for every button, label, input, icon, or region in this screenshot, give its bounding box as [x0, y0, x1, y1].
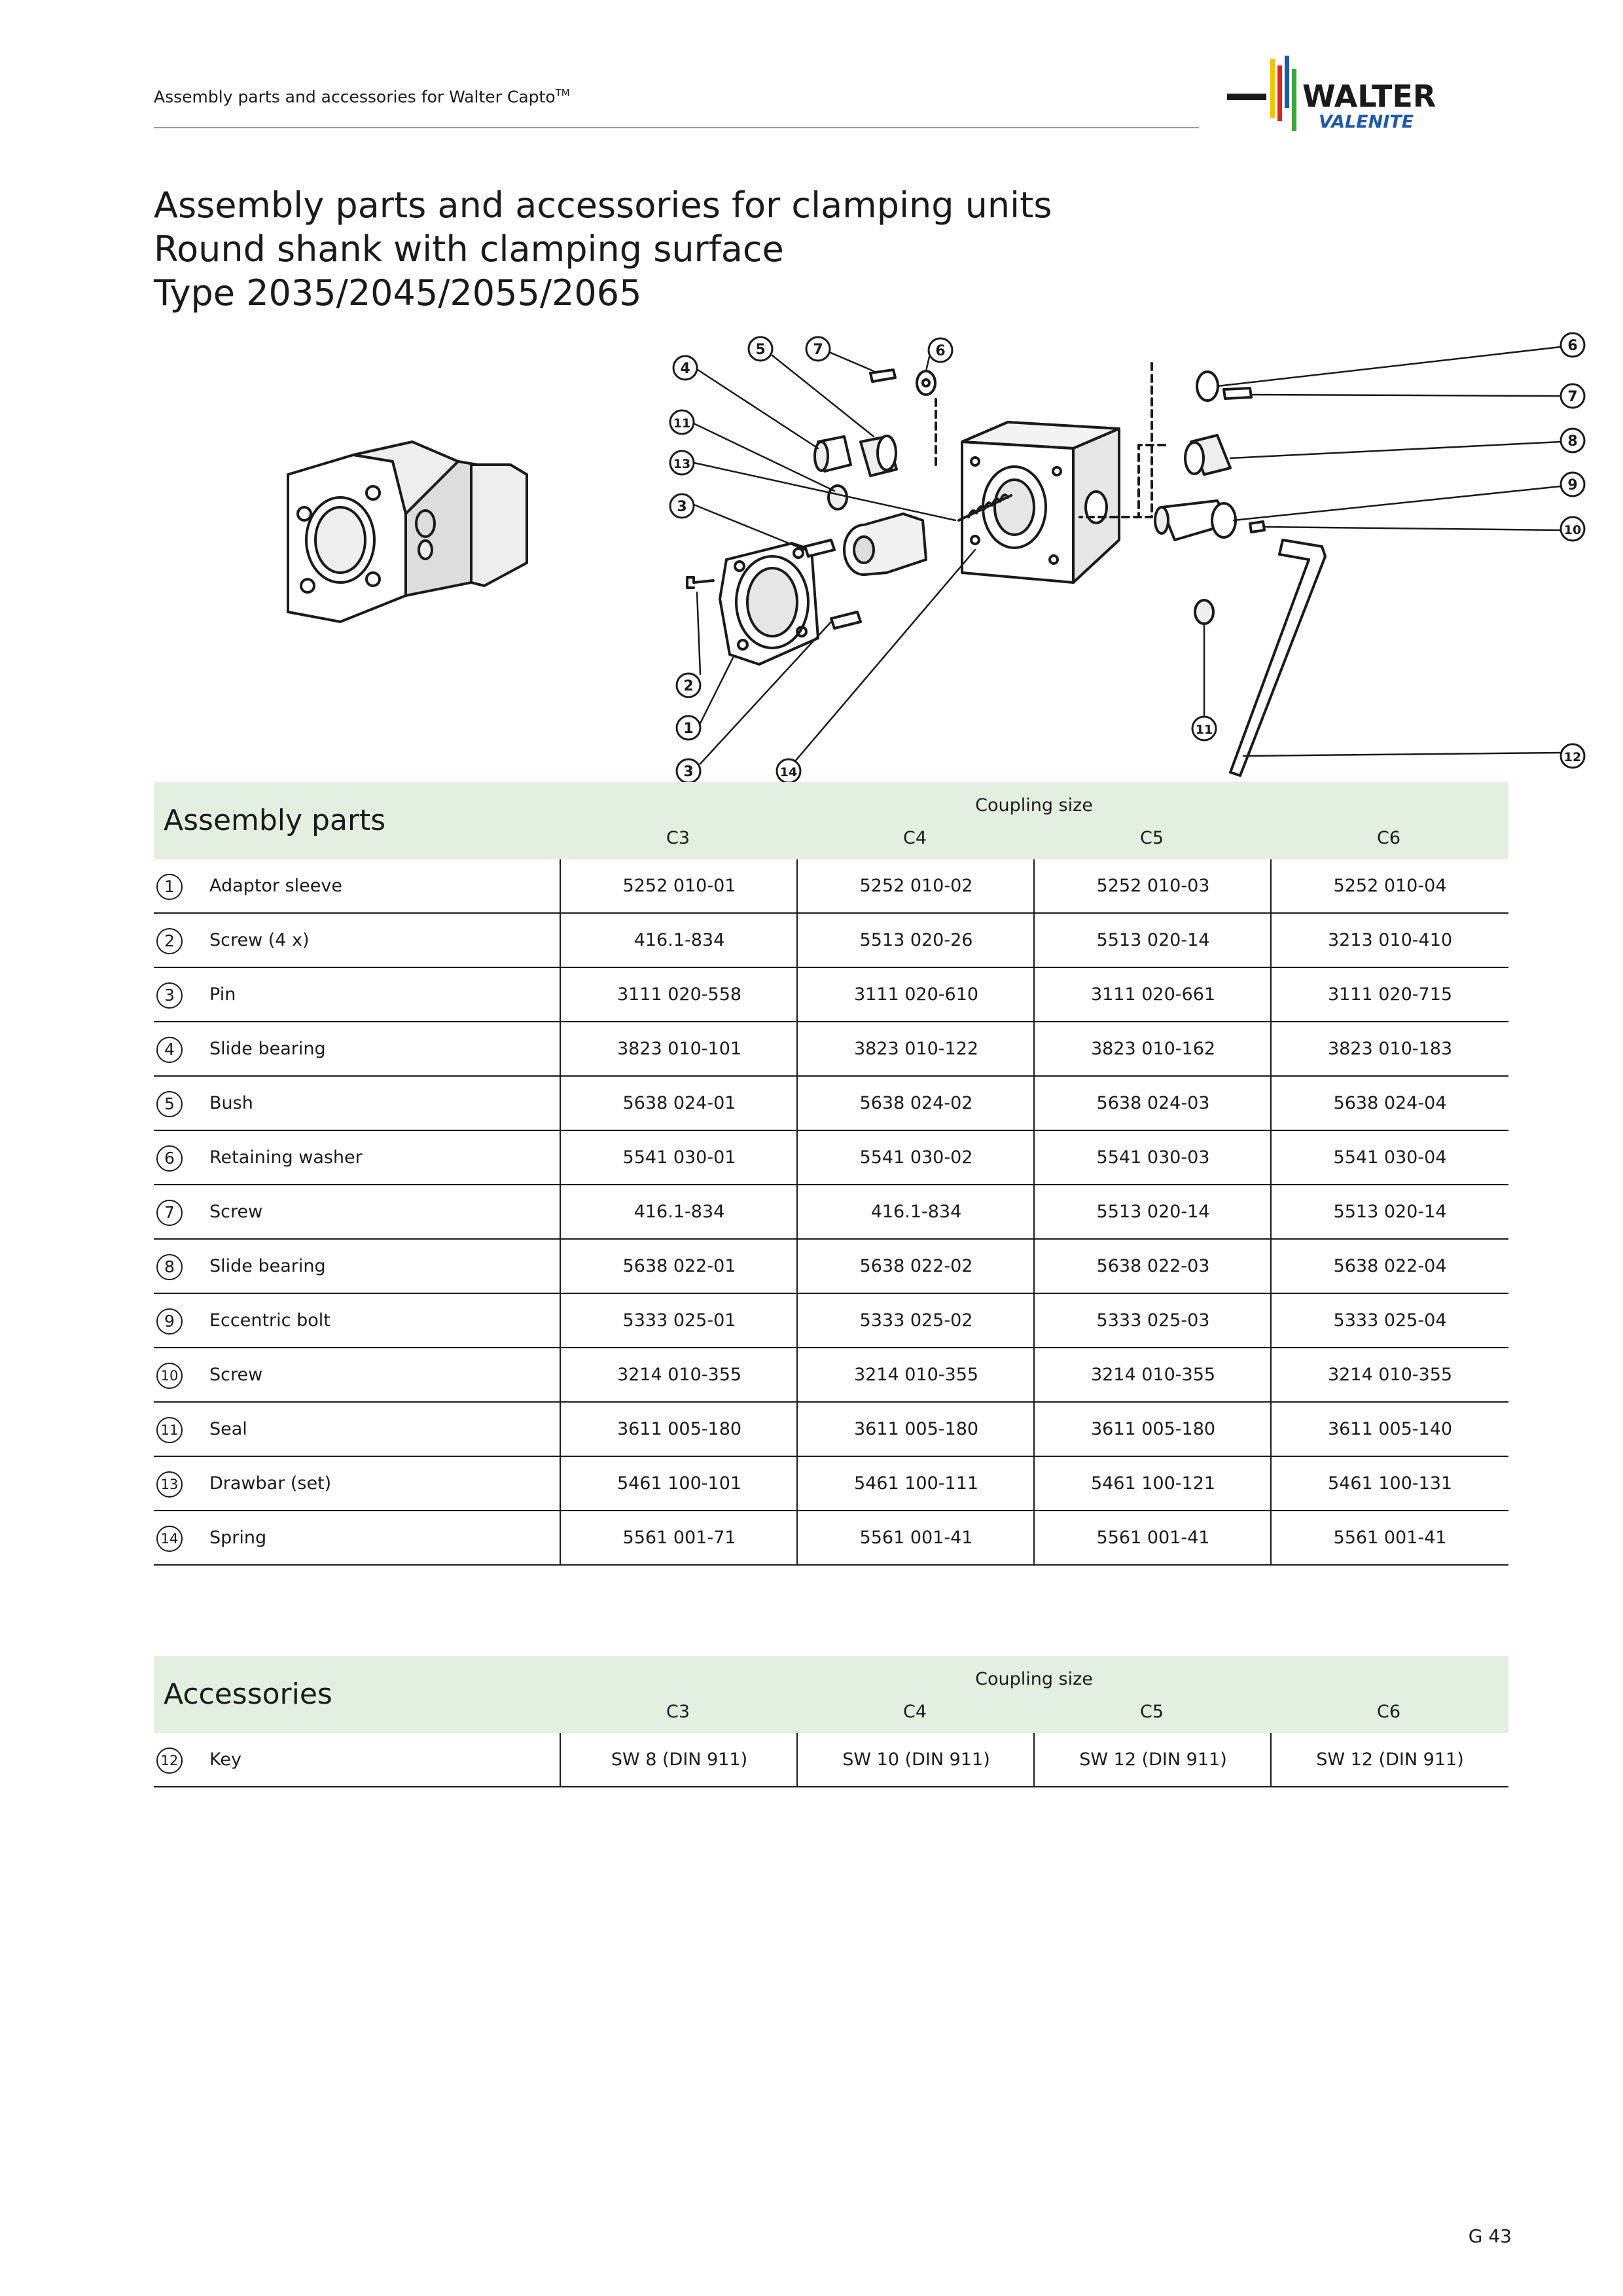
part-description: Slide bearing	[209, 1039, 326, 1059]
part-number-cell: 5333 025-02	[796, 1294, 1035, 1347]
callout-5	[749, 337, 772, 361]
callout-12	[1561, 744, 1584, 768]
part-number-cell: 416.1-834	[560, 1185, 798, 1238]
part-number-cell: 3611 005-180	[796, 1403, 1035, 1456]
svg-text:2: 2	[683, 678, 694, 694]
part-number-cell: 3823 010-162	[1033, 1022, 1272, 1075]
svg-text:14: 14	[779, 765, 798, 780]
part-number-cell: 3611 005-180	[1033, 1403, 1272, 1456]
part-number-cell: 5333 025-01	[560, 1294, 798, 1347]
item-number-badge: 3	[156, 982, 183, 1009]
col-header-c5: C5	[1139, 828, 1164, 848]
assembly-table-heading: Assembly parts	[164, 804, 386, 837]
coupling-size-label: Coupling size	[975, 795, 1093, 816]
part-number-cell: 3111 020-558	[560, 968, 798, 1021]
table-row	[154, 968, 1508, 1022]
part-number-cell: SW 10 (DIN 911)	[796, 1733, 1035, 1786]
part-description: Spring	[209, 1528, 267, 1548]
part-number-cell: 5461 100-111	[796, 1457, 1035, 1510]
part-number-cell: 3214 010-355	[560, 1348, 798, 1401]
svg-text:WALTER: WALTER	[1302, 79, 1436, 114]
item-number-badge: 2	[156, 928, 183, 954]
callout-leader-lines	[694, 347, 1561, 764]
table-row	[154, 1511, 1508, 1566]
part-number-cell: 3611 005-180	[560, 1403, 798, 1456]
part-number-cell: 5541 030-03	[1033, 1131, 1272, 1184]
part-number-cell: 5252 010-03	[1033, 859, 1272, 912]
part-number-cell: 5461 100-101	[560, 1457, 798, 1510]
svg-text:12: 12	[1563, 750, 1582, 764]
svg-text:7: 7	[813, 342, 823, 358]
part-number-cell: 3214 010-355	[1033, 1348, 1272, 1401]
page-number: G 43	[1468, 2225, 1512, 2247]
callout-7	[806, 337, 830, 361]
svg-text:6: 6	[1567, 338, 1578, 354]
svg-text:9: 9	[1567, 477, 1578, 493]
part-number-cell: SW 12 (DIN 911)	[1270, 1733, 1508, 1786]
callout-11	[670, 410, 694, 434]
accessories-table	[154, 1656, 1508, 1787]
item-number-badge: 1	[156, 874, 183, 900]
item-number-badge: 11	[156, 1417, 183, 1443]
svg-text:8: 8	[1567, 433, 1578, 450]
table-row	[154, 1185, 1508, 1240]
part-number-cell: 5461 100-121	[1033, 1457, 1272, 1510]
svg-text:5: 5	[755, 342, 766, 358]
part-description: Slide bearing	[209, 1256, 326, 1276]
table-row	[154, 1457, 1508, 1511]
svg-text:11: 11	[673, 416, 691, 431]
item-number-badge: 7	[156, 1200, 183, 1226]
part-number-cell: 5513 020-14	[1033, 914, 1272, 967]
svg-text:7: 7	[1567, 389, 1578, 405]
table-row	[154, 1348, 1508, 1403]
callout-14	[777, 759, 800, 783]
part-description: Retaining washer	[209, 1147, 363, 1168]
part-number-cell: 5638 024-02	[796, 1077, 1035, 1130]
part-description: Drawbar (set)	[209, 1473, 332, 1494]
col-header-c5: C5	[1139, 1702, 1164, 1722]
callout-4	[673, 356, 697, 380]
col-header-c4: C4	[902, 828, 927, 848]
svg-text:3: 3	[677, 499, 687, 515]
part-number-cell: 5638 024-04	[1270, 1077, 1508, 1130]
item-number-badge: 10	[156, 1363, 183, 1389]
table-row	[154, 914, 1508, 968]
part-number-cell: 5513 020-14	[1033, 1185, 1272, 1238]
callout-2	[677, 673, 700, 697]
svg-text:3: 3	[683, 764, 694, 780]
coupling-size-label: Coupling size	[975, 1669, 1093, 1689]
part-description: Seal	[209, 1419, 247, 1439]
item-number-badge: 9	[156, 1308, 183, 1335]
item-number-badge: 4	[156, 1037, 183, 1063]
part-number-cell: 5638 022-04	[1270, 1240, 1508, 1293]
callout-11b	[1192, 717, 1216, 740]
part-number-cell: 3214 010-355	[1270, 1348, 1508, 1401]
page-title	[154, 183, 1052, 315]
item-number-badge: 8	[156, 1254, 183, 1280]
callout-3b	[677, 759, 700, 783]
part-number-cell: 3823 010-183	[1270, 1022, 1508, 1075]
col-header-c3: C3	[666, 1702, 690, 1722]
callout-6b	[1561, 333, 1584, 357]
col-header-c6: C6	[1376, 1702, 1401, 1722]
table-row	[154, 859, 1508, 914]
header-rule	[154, 127, 1199, 128]
svg-text:1: 1	[683, 721, 694, 737]
callout-7b	[1561, 384, 1584, 408]
part-number-cell: 5513 020-14	[1270, 1185, 1508, 1238]
part-description: Bush	[209, 1093, 253, 1113]
part-number-cell: 5541 030-02	[796, 1131, 1035, 1184]
part-number-cell: 5561 001-41	[1270, 1511, 1508, 1564]
table-row	[154, 1403, 1508, 1457]
part-number-cell: 5461 100-131	[1270, 1457, 1508, 1510]
part-description: Adaptor sleeve	[209, 876, 342, 896]
assembly-table-body	[154, 859, 1508, 1566]
accessories-table-heading: Accessories	[164, 1677, 332, 1711]
assembled-unit-illustration	[288, 442, 527, 622]
col-header-c3: C3	[666, 828, 690, 848]
part-number-cell: SW 8 (DIN 911)	[560, 1733, 798, 1786]
item-number-badge: 13	[156, 1471, 183, 1498]
callout-3	[670, 494, 694, 518]
item-number-badge: 14	[156, 1526, 183, 1552]
part-number-cell: 5638 022-01	[560, 1240, 798, 1293]
item-number-badge: 5	[156, 1091, 183, 1117]
part-number-cell: 5252 010-04	[1270, 859, 1508, 912]
svg-text:6: 6	[935, 343, 946, 359]
part-number-cell: 5638 024-01	[560, 1077, 798, 1130]
svg-text:VALENITE: VALENITE	[1319, 112, 1414, 132]
part-number-cell: 3214 010-355	[796, 1348, 1035, 1401]
svg-text:11: 11	[1195, 723, 1213, 737]
walter-valenite-logo	[1227, 56, 1502, 134]
part-number-cell: 5638 024-03	[1033, 1077, 1272, 1130]
table-row	[154, 1022, 1508, 1077]
part-description: Eccentric bolt	[209, 1310, 330, 1331]
part-number-cell: 5333 025-04	[1270, 1294, 1508, 1347]
table-row	[154, 1294, 1508, 1348]
part-number-cell: 3823 010-101	[560, 1022, 798, 1075]
part-number-cell: 416.1-834	[796, 1185, 1035, 1238]
running-header: Assembly parts and accessories for Walter Capto™	[154, 87, 570, 107]
page-title-line3: Type 2035/2045/2055/2065	[154, 272, 642, 314]
part-number-cell: 416.1-834	[560, 914, 798, 967]
callout-9	[1561, 473, 1584, 496]
accessories-table-body	[154, 1733, 1508, 1787]
page-title-line2: Round shank with clamping surface	[154, 228, 784, 270]
callout-8	[1561, 429, 1584, 452]
callout-10	[1561, 517, 1584, 541]
item-number-badge: 12	[156, 1748, 183, 1774]
assembly-parts-table	[154, 782, 1508, 1566]
col-header-c4: C4	[902, 1702, 927, 1722]
part-number-cell: 5638 022-03	[1033, 1240, 1272, 1293]
part-number-cell: SW 12 (DIN 911)	[1033, 1733, 1272, 1786]
part-number-cell: 5541 030-04	[1270, 1131, 1508, 1184]
svg-text:4: 4	[680, 361, 690, 377]
part-description: Screw (4 x)	[209, 930, 310, 950]
part-number-cell: 5541 030-01	[560, 1131, 798, 1184]
table-row	[154, 1733, 1508, 1787]
table-row	[154, 1131, 1508, 1185]
part-number-cell: 5561 001-41	[796, 1511, 1035, 1564]
callout-13	[670, 451, 694, 475]
callout-1	[677, 716, 700, 740]
item-number-badge: 6	[156, 1145, 183, 1172]
table-row	[154, 1240, 1508, 1294]
part-number-cell: 3111 020-661	[1033, 968, 1272, 1021]
callout-6	[929, 338, 952, 362]
part-description: Key	[209, 1749, 241, 1770]
svg-text:13: 13	[673, 457, 691, 471]
col-header-c6: C6	[1376, 828, 1401, 848]
part-number-cell: 3111 020-715	[1270, 968, 1508, 1021]
part-description: Screw	[209, 1202, 263, 1222]
part-number-cell: 3823 010-122	[796, 1022, 1035, 1075]
part-description: Pin	[209, 984, 236, 1005]
exploded-assembly-drawing	[275, 324, 1582, 780]
part-number-cell: 3213 010-410	[1270, 914, 1508, 967]
part-number-cell: 5638 022-02	[796, 1240, 1035, 1293]
part-number-cell: 3111 020-610	[796, 968, 1035, 1021]
part-number-cell: 5561 001-71	[560, 1511, 798, 1564]
page-title-line1: Assembly parts and accessories for clamping units	[154, 185, 1052, 226]
accessories-table-header	[154, 1656, 1508, 1733]
assembly-table-header	[154, 782, 1508, 859]
part-description: Screw	[209, 1365, 263, 1385]
part-number-cell: 5252 010-02	[796, 859, 1035, 912]
part-number-cell: 3611 005-140	[1270, 1403, 1508, 1456]
part-number-cell: 5252 010-01	[560, 859, 798, 912]
table-row	[154, 1077, 1508, 1131]
part-number-cell: 5333 025-03	[1033, 1294, 1272, 1347]
part-number-cell: 5561 001-41	[1033, 1511, 1272, 1564]
part-number-cell: 5513 020-26	[796, 914, 1035, 967]
svg-text:10: 10	[1563, 523, 1582, 537]
